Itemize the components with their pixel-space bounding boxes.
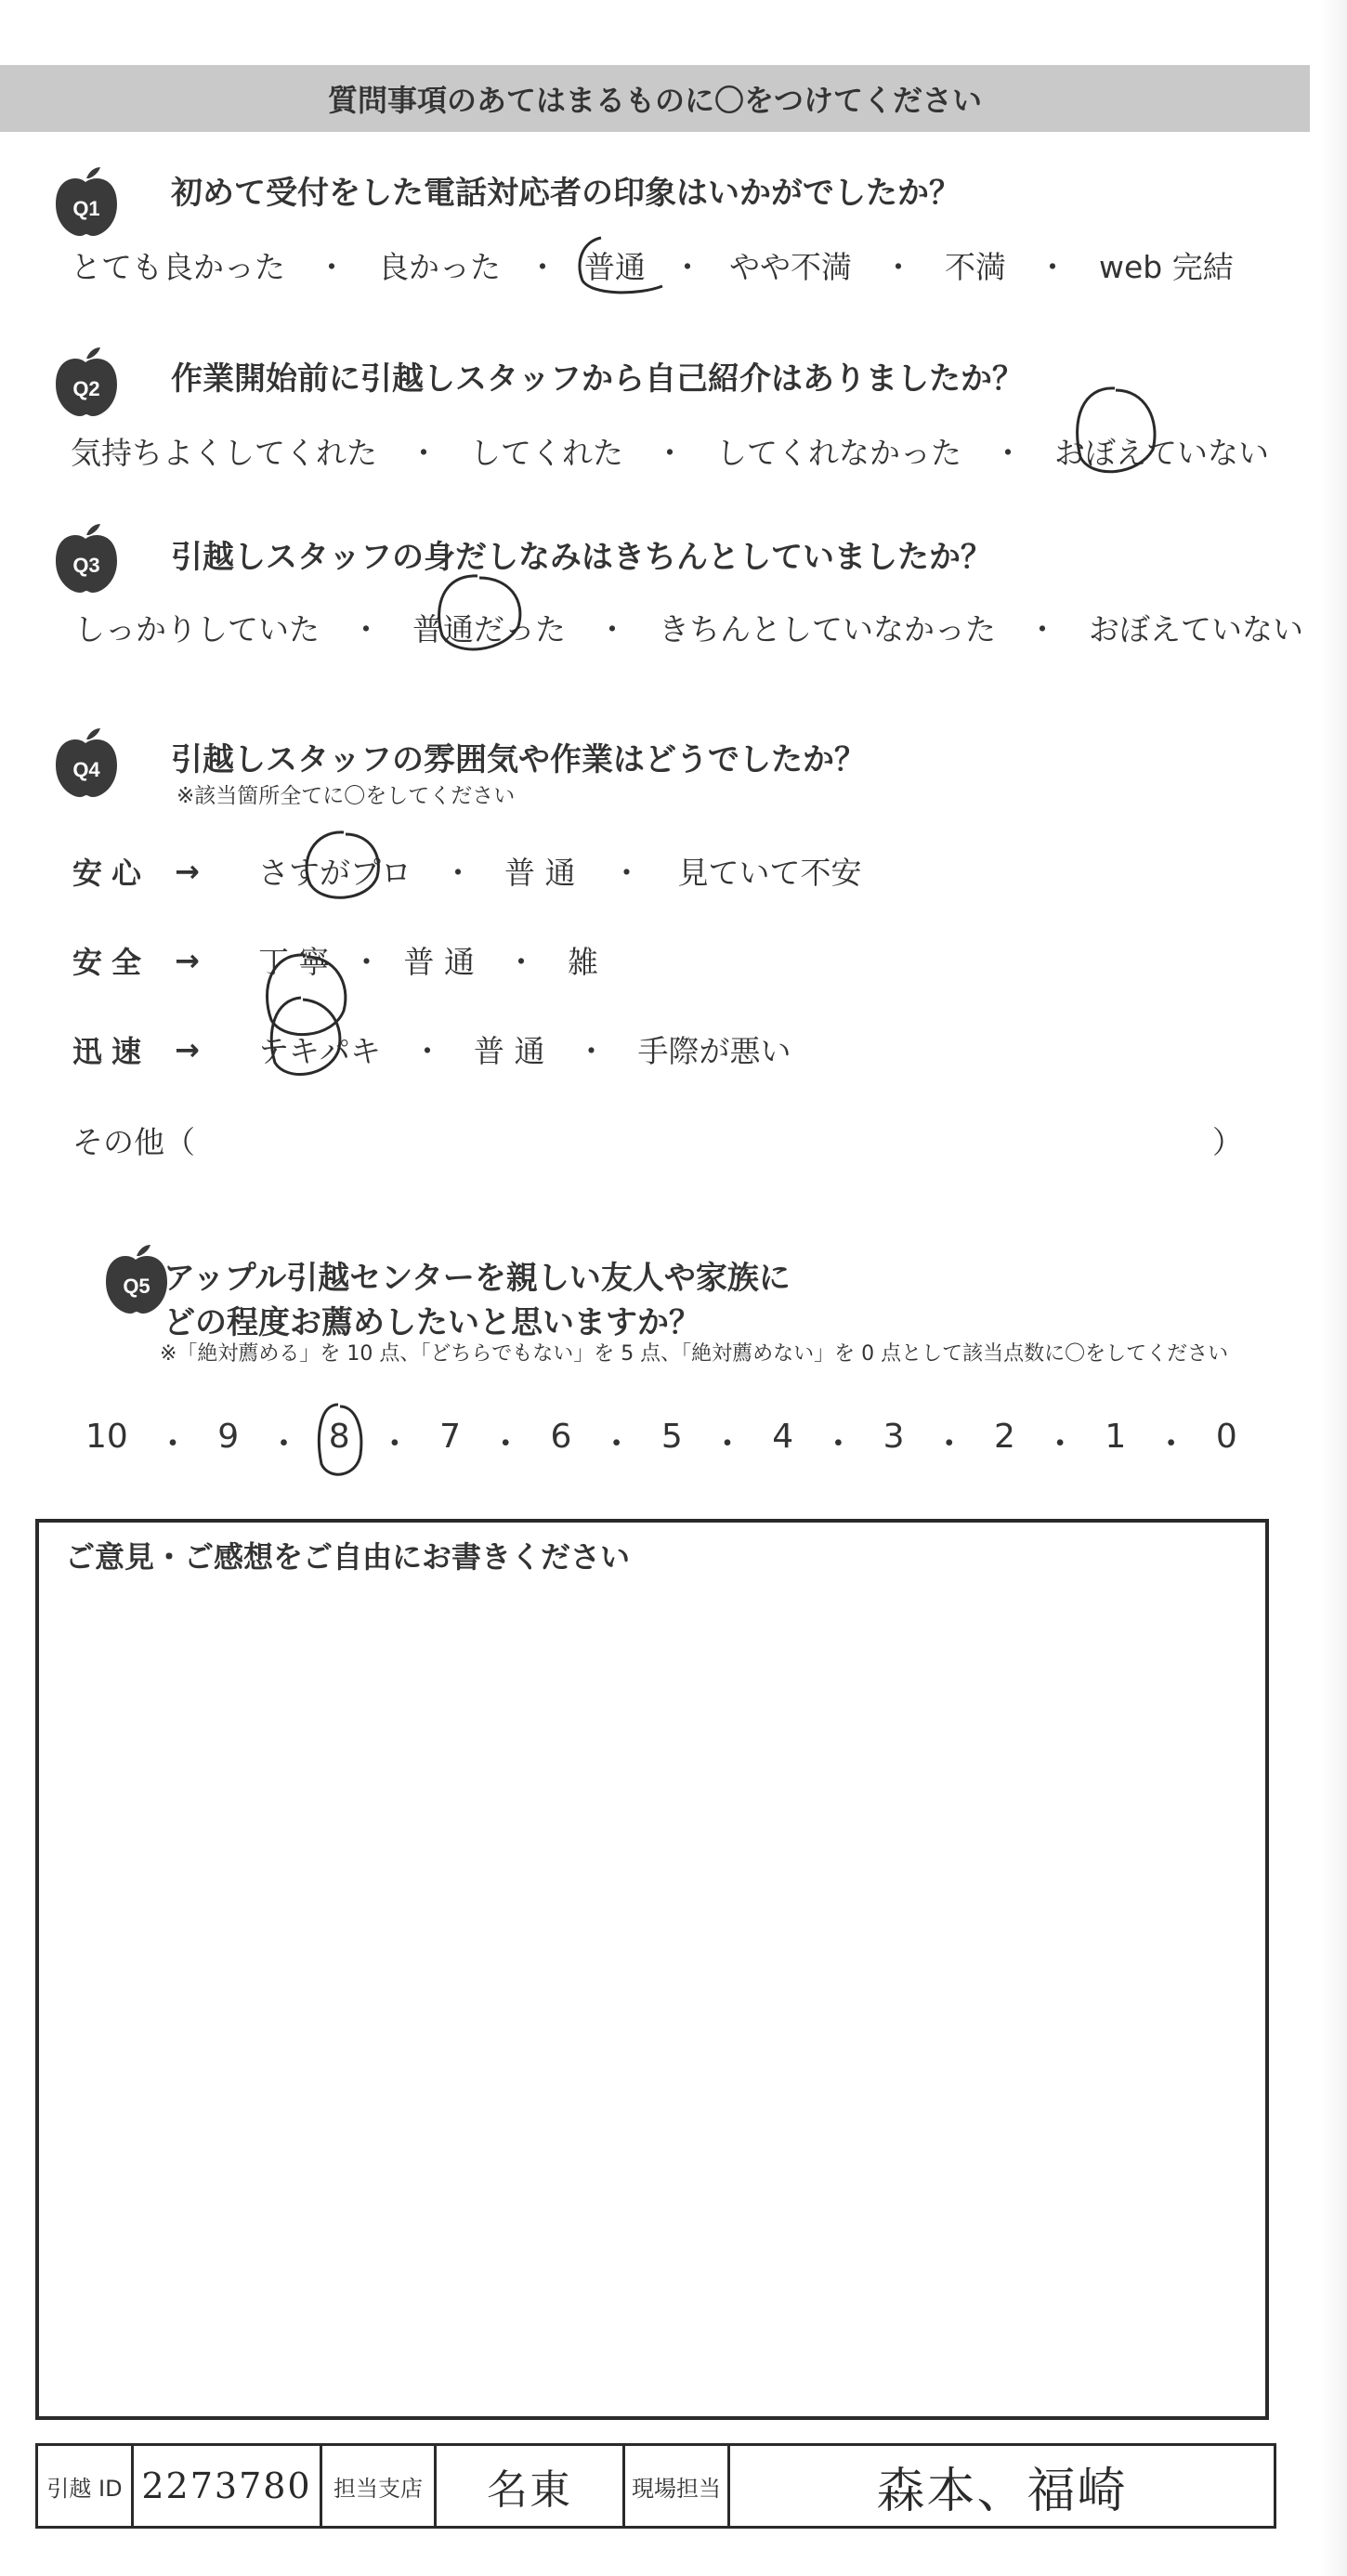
- q5-score-scale: 10 ・ 9 ・ 8 ・ 7 ・ 6 ・ 5 ・ 4 ・ 3 ・ 2 ・ 1 ・ 0: [85, 1418, 1237, 1465]
- branch-value: 名東: [437, 2446, 625, 2526]
- q4-apple-icon: [52, 726, 121, 799]
- q4-row-anshin: 安心 → さすがプロ ・ 普 通 ・ 見ていて不安: [72, 849, 862, 893]
- score-option[interactable]: 9: [217, 1418, 240, 1456]
- q5-note: ※「絶対薦める」を 10 点、「どちらでもない」を 5 点、「絶対薦めない」を 0 点として該当点数に〇をしてください: [160, 1342, 1229, 1366]
- q3-option[interactable]: しっかりしていた: [74, 611, 320, 647]
- staff-value: 森本、福崎: [876, 2463, 1128, 2519]
- q2-badge: Q2: [72, 377, 100, 400]
- q1-apple-icon: [52, 165, 121, 238]
- q1-option[interactable]: やや不満: [729, 249, 852, 285]
- q4-option-selected[interactable]: 丁 寧: [258, 938, 330, 982]
- q5-apple-icon: [102, 1243, 171, 1315]
- q4-option[interactable]: 手際が悪い: [637, 1033, 791, 1069]
- q1-options: とても良かった ・ 良かった ・ 普通 ・ やや不満 ・ 不満 ・ web 完結: [71, 243, 1234, 287]
- arrow-icon: →: [175, 853, 200, 889]
- q2-option[interactable]: してくれた: [470, 435, 623, 471]
- q1-option[interactable]: とても良かった: [71, 249, 285, 285]
- q3-option[interactable]: おぼえていない: [1089, 611, 1303, 647]
- arrow-icon: →: [175, 942, 200, 978]
- q4-option[interactable]: 雑: [568, 944, 598, 980]
- q4-option[interactable]: 見ていて不安: [677, 855, 862, 891]
- q2-option[interactable]: 気持ちよくしてくれた: [71, 435, 377, 471]
- q1-option-selected[interactable]: 普通: [584, 243, 646, 287]
- score-option[interactable]: 5: [660, 1418, 683, 1456]
- q2-option[interactable]: してくれなかった: [716, 435, 961, 471]
- row-label: 安全: [72, 944, 151, 980]
- move-id-value: 2273780: [134, 2446, 322, 2526]
- q4-row-anzen: 安全 → 丁 寧 ・ 普 通 ・ 雑: [72, 938, 598, 982]
- q1-option[interactable]: 良かった: [378, 249, 501, 285]
- q3-question: 引越しスタッフの身だしなみはきちんとしていましたか？: [171, 539, 992, 576]
- q1-badge: Q1: [72, 197, 100, 220]
- q2-options: 気持ちよくしてくれた ・ してくれた ・ してくれなかった ・ おぼえていない: [71, 429, 1269, 473]
- score-option[interactable]: 1: [1105, 1418, 1127, 1456]
- q4-option-selected[interactable]: テキパキ: [258, 1027, 381, 1071]
- q4-option[interactable]: 普 通: [403, 944, 475, 980]
- score-option[interactable]: 0: [1215, 1418, 1237, 1456]
- q1-question: 初めて受付をした電話対応者の印象はいかがでしたか？: [171, 175, 961, 212]
- branch-label: 担当支店: [322, 2446, 437, 2526]
- q4-row-jinsoku: 迅速 → テキパキ ・ 普 通 ・ 手際が悪い: [72, 1027, 791, 1071]
- staff-label: 現場担当: [625, 2446, 730, 2526]
- q4-option[interactable]: 普 通: [504, 855, 576, 891]
- row-label: 安心: [72, 855, 151, 891]
- score-option[interactable]: 4: [772, 1418, 794, 1456]
- q2-question: 作業開始前に引越しスタッフから自己紹介はありましたか？: [171, 360, 1024, 398]
- arrow-icon: →: [175, 1031, 200, 1067]
- q2-option-selected[interactable]: おぼえていない: [1054, 429, 1269, 473]
- q4-note: ※該当箇所全てに〇をしてください: [177, 784, 516, 808]
- q4-badge: Q4: [72, 758, 100, 781]
- scan-edge: [1321, 0, 1347, 2576]
- q3-option[interactable]: きちんとしていなかった: [659, 611, 996, 647]
- q5-question-line1: アップル引越センターを親しい友人や家族に: [163, 1260, 791, 1297]
- q4-other-row: [72, 1118, 1243, 1162]
- footer-table: [35, 2443, 1276, 2529]
- move-id-label: 引越 ID: [38, 2446, 134, 2526]
- score-option[interactable]: 2: [994, 1418, 1015, 1456]
- q4-question: 引越しスタッフの雰囲気や作業はどうでしたか？: [171, 741, 866, 778]
- instructions-text: 質問事項のあてはまるものに〇をつけてください: [327, 83, 982, 118]
- q1-option[interactable]: 不満: [945, 249, 1006, 285]
- q4-option[interactable]: 普 通: [474, 1033, 545, 1069]
- score-option[interactable]: 3: [883, 1418, 905, 1456]
- instructions-banner: [0, 65, 1310, 132]
- score-option-selected[interactable]: 8: [329, 1418, 350, 1465]
- score-option[interactable]: 10: [85, 1418, 128, 1456]
- score-option[interactable]: 7: [439, 1418, 461, 1456]
- q1-option[interactable]: web 完結: [1099, 249, 1234, 285]
- q5-question-line2: どの程度お薦めしたいと思いますか？: [163, 1304, 700, 1341]
- comment-box[interactable]: [35, 1519, 1269, 2420]
- other-close: ）: [1212, 1124, 1243, 1160]
- q3-options: しっかりしていた ・ 普通だった ・ きちんとしていなかった ・ おぼえていない: [74, 606, 1303, 649]
- q3-apple-icon: [52, 522, 121, 595]
- other-label: その他（: [72, 1124, 195, 1160]
- row-label: 迅速: [72, 1033, 151, 1069]
- q4-option-selected[interactable]: さすがプロ: [258, 849, 412, 893]
- q5-badge: Q5: [123, 1275, 150, 1298]
- q3-option-selected[interactable]: 普通だった: [412, 606, 566, 649]
- q2-apple-icon: [52, 346, 121, 418]
- score-option[interactable]: 6: [550, 1418, 572, 1456]
- q3-badge: Q3: [72, 554, 100, 577]
- comment-title: ご意見・ご感想をご自由にお書きください: [65, 1539, 631, 1575]
